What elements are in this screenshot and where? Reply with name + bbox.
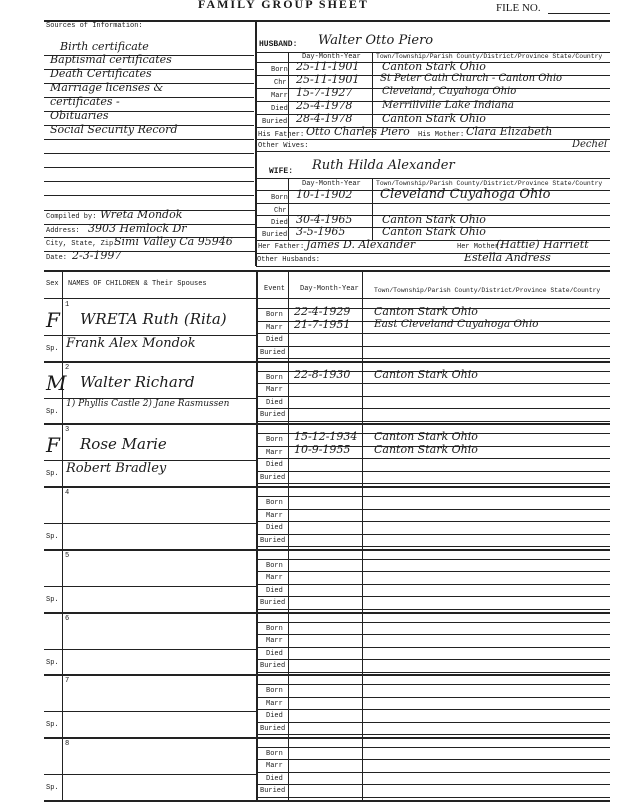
child-sex: F — [46, 433, 60, 458]
child-event-place: Canton Stark Ohio — [374, 430, 478, 444]
event-line — [256, 709, 610, 710]
source-item: Birth certificate — [60, 40, 149, 53]
source-item: certificates - — [50, 95, 120, 108]
event-date: 28-4-1978 — [296, 112, 353, 125]
event-date: 15-7-1927 — [296, 86, 353, 99]
event-date: 25-4-1978 — [296, 99, 353, 112]
event-line — [256, 483, 610, 484]
file-no-line — [548, 13, 610, 14]
his-mother-label: His Mother: — [418, 131, 465, 139]
event-line — [256, 534, 610, 535]
child-event-date: 15-12-1934 — [294, 430, 358, 444]
child-block-border — [44, 549, 610, 551]
child-event-label: Marr — [266, 511, 283, 520]
wife-name: Ruth Hilda Alexander — [312, 158, 455, 173]
event-line — [256, 609, 610, 610]
rule — [256, 253, 610, 254]
event-date: 3-5-1965 — [296, 225, 346, 238]
child-spouse: 1) Phyllis Castle 2) Jane Rasmussen — [66, 398, 230, 409]
child-block-border — [44, 486, 610, 488]
child-number: 6 — [65, 614, 70, 623]
source-line — [44, 97, 254, 98]
child-event-place: Canton Stark Ohio — [374, 442, 478, 456]
spouse-label: Sp. — [46, 658, 59, 667]
child-name: WRETA Ruth (Rita) — [80, 310, 227, 328]
child-number: 3 — [65, 426, 70, 435]
child-number: 7 — [65, 677, 70, 686]
sex-header: Sex — [46, 280, 59, 288]
event-line — [256, 333, 610, 334]
child-number: 1 — [65, 301, 70, 309]
her-mother: (Hattie) Harriett — [496, 238, 589, 251]
source-line — [44, 55, 254, 56]
child-event-label: Born — [266, 373, 283, 382]
event-place: Canton Stark Ohio — [382, 225, 486, 238]
event-line — [256, 408, 610, 409]
child-event-label: Buried — [260, 724, 286, 733]
dmy-header: Day-Month-Year — [300, 285, 359, 293]
his-mother: Clara Elizabeth — [466, 125, 553, 138]
event-place: Cleveland, Cuyahoga Ohio — [382, 86, 517, 97]
event-place: Canton Stark Ohio — [382, 60, 486, 73]
event-label: Buried — [262, 118, 288, 126]
event-line — [256, 358, 610, 359]
event-line — [256, 571, 610, 572]
event-place: Canton Stark Ohio — [382, 213, 486, 226]
rule — [256, 203, 610, 204]
event-line — [256, 759, 610, 760]
event-place: Cleveland Cuyahoga Ohio — [380, 187, 551, 202]
rule — [256, 139, 610, 140]
rule — [256, 151, 610, 152]
event-line — [256, 747, 610, 748]
event-date: 25-11-1901 — [296, 60, 360, 73]
rule — [288, 52, 289, 138]
event-line — [256, 371, 610, 372]
child-sex: M — [46, 370, 67, 395]
child-number: 2 — [65, 363, 70, 372]
child-event-label: Marr — [266, 762, 283, 771]
event-label: Chr — [274, 207, 287, 215]
her-mother-cont: Estella Andress — [464, 251, 551, 264]
child-event-label: Buried — [260, 536, 286, 545]
event-line — [256, 421, 610, 422]
source-line — [44, 153, 254, 154]
rule — [362, 270, 363, 800]
child-name: Walter Richard — [80, 372, 195, 391]
event-label: Died — [271, 105, 288, 113]
other-husbands-label: Other Husbands: — [257, 256, 321, 264]
sources-label: Sources of Information: — [46, 22, 143, 30]
compiled-by: Wreta Mondok — [100, 208, 183, 221]
spouse-line — [44, 523, 256, 524]
event-line — [256, 496, 610, 497]
his-father: Otto Charles Piero — [306, 125, 410, 138]
child-spouse: Robert Bradley — [66, 461, 167, 477]
child-event-date: 22-8-1930 — [294, 367, 351, 381]
event-date: 25-11-1901 — [296, 73, 360, 86]
his-father-label: His Father: — [258, 131, 305, 139]
spouse-line — [44, 649, 256, 650]
husband-name: Walter Otto Piero — [318, 33, 434, 48]
spouse-label: Sp. — [46, 470, 59, 479]
child-event-label: Born — [266, 687, 283, 696]
address-label: Address: — [46, 227, 80, 235]
spouse-line — [44, 711, 256, 712]
file-no-label: FILE NO. — [496, 2, 541, 14]
rule — [62, 270, 63, 800]
event-line — [256, 396, 610, 397]
child-event-label: Died — [266, 649, 283, 658]
city-label: City, State, Zip: — [46, 240, 118, 248]
wife-label: WIFE: — [269, 167, 294, 176]
source-item: Marriage licenses & — [50, 81, 164, 94]
spouse-label: Sp. — [46, 721, 59, 730]
his-mother-cont: Dechel — [572, 139, 608, 150]
source-item: Death Certificates — [50, 67, 152, 80]
column-header-date: Day-Month-Year — [302, 53, 361, 61]
column-header-date: Day-Month-Year — [302, 180, 361, 188]
spouse-label: Sp. — [46, 345, 59, 353]
child-event-label: Marr — [266, 637, 283, 645]
event-line — [256, 797, 610, 798]
source-line — [44, 125, 254, 126]
event-place: Canton Stark Ohio — [382, 112, 486, 125]
rule — [288, 270, 289, 800]
child-event-label: Born — [266, 749, 283, 758]
spouse-label: Sp. — [46, 533, 59, 542]
child-event-label: Buried — [260, 787, 286, 796]
child-number: 5 — [65, 551, 70, 560]
event-label: Died — [271, 219, 288, 227]
child-event-label: Buried — [260, 662, 286, 670]
child-block-border — [44, 361, 610, 363]
child-number: 8 — [65, 739, 70, 748]
child-event-date: 21-7-1951 — [294, 317, 351, 331]
child-event-label: Buried — [260, 599, 286, 608]
her-father-label: Her Father: — [258, 243, 305, 251]
event-line — [256, 433, 610, 434]
names-header: NAMES OF CHILDREN & Their Spouses — [68, 280, 207, 288]
child-name: Rose Marie — [80, 435, 167, 454]
source-line — [44, 111, 254, 112]
child-spouse: Frank Alex Mondok — [66, 336, 196, 351]
child-event-label: Born — [266, 499, 283, 508]
her-father: James D. Alexander — [306, 238, 416, 251]
event-date: 10-1-1902 — [296, 188, 353, 201]
source-line — [44, 139, 254, 140]
date-label: Date: — [46, 254, 68, 262]
address: 3903 Hemlock Dr — [88, 222, 187, 235]
event-line — [256, 346, 610, 347]
column-header-place: Town/Township/Parish County/District/Province State/Country — [376, 180, 603, 187]
child-block-border — [44, 674, 610, 676]
husband-label: HUSBAND: — [259, 40, 298, 49]
child-event-label: Buried — [260, 411, 286, 420]
source-item: Obituaries — [50, 109, 109, 122]
child-event-label: Born — [266, 311, 283, 319]
event-line — [256, 383, 610, 384]
page-title: FAMILY GROUP SHEET — [198, 0, 369, 11]
child-event-label: Died — [266, 398, 283, 407]
event-label: Marr — [271, 92, 288, 100]
event-line — [256, 659, 610, 660]
source-line — [44, 195, 254, 196]
child-event-label: Died — [266, 336, 283, 344]
event-label: Chr — [274, 79, 287, 87]
source-line — [44, 167, 254, 168]
event-line — [256, 471, 610, 472]
spouse-line — [44, 774, 256, 775]
child-event-label: Marr — [266, 574, 283, 583]
child-event-label: Marr — [266, 323, 283, 332]
event-label: Buried — [262, 231, 288, 239]
source-line — [44, 69, 254, 70]
her-mother-label: Her Mother: — [457, 243, 504, 251]
event-line — [256, 634, 610, 635]
event-place: St Peter Cath Church - Canton Ohio — [380, 73, 563, 84]
child-event-label: Marr — [266, 448, 283, 457]
spouse-label: Sp. — [46, 783, 59, 792]
source-line — [44, 181, 254, 182]
source-item: Baptismal certificates — [50, 53, 172, 66]
rule — [288, 178, 289, 240]
rule — [256, 266, 610, 267]
child-event-label: Marr — [266, 699, 283, 708]
event-place: Merrillville Lake Indiana — [382, 99, 515, 111]
rule — [372, 178, 373, 240]
event-line — [256, 308, 610, 309]
column-header-place: Town/Township/Parish County/District/Province State/Country — [376, 53, 603, 60]
event-line — [256, 684, 610, 685]
event-line — [256, 697, 610, 698]
child-event-label: Buried — [260, 473, 286, 482]
rule — [44, 298, 610, 299]
child-event-label: Died — [266, 461, 283, 470]
place-header: Town/Township/Parish County/District/Province State/Country — [374, 287, 601, 294]
spouse-label: Sp. — [46, 407, 59, 416]
child-event-place: Canton Stark Ohio — [374, 305, 478, 318]
other-wives-label: Other Wives: — [258, 142, 309, 150]
child-event-date: 22-4-1929 — [294, 305, 351, 318]
event-line — [256, 647, 610, 648]
source-line — [44, 83, 254, 84]
child-block-border — [44, 423, 610, 425]
child-event-label: Died — [266, 774, 283, 783]
event-label: Born — [271, 66, 288, 74]
left-right-divider — [255, 20, 257, 266]
event-line — [256, 672, 610, 673]
city: Simi Valley Ca 95946 — [114, 235, 233, 248]
child-event-label: Born — [266, 561, 283, 570]
rule — [256, 270, 258, 800]
spouse-label: Sp. — [46, 595, 59, 604]
child-event-label: Born — [266, 436, 283, 445]
event-line — [256, 734, 610, 735]
event-line — [256, 596, 610, 597]
event-line — [256, 622, 610, 623]
child-event-label: Died — [266, 586, 283, 595]
event-line — [256, 559, 610, 560]
child-event-label: Marr — [266, 386, 283, 395]
child-event-place: Canton Stark Ohio — [374, 367, 478, 381]
compiled-date: 2-3-1997 — [72, 249, 122, 262]
child-block-border — [44, 612, 610, 614]
event-line — [256, 784, 610, 785]
event-line — [256, 546, 610, 547]
rule — [256, 178, 610, 179]
children-top-border — [44, 270, 610, 272]
child-block-border — [44, 737, 610, 739]
event-line — [256, 458, 610, 459]
event-label: Born — [271, 194, 288, 202]
child-event-label: Died — [266, 524, 283, 533]
event-line — [256, 509, 610, 510]
event-line — [256, 772, 610, 773]
child-event-place: East Cleveland Cuyahoga Ohio — [374, 317, 539, 330]
event-date: 30-4-1965 — [296, 213, 353, 226]
child-sex: F — [46, 308, 60, 332]
event-header: Event — [264, 285, 286, 293]
event-line — [256, 584, 610, 585]
spouse-line — [44, 586, 256, 587]
source-item: Social Security Record — [50, 123, 178, 136]
child-event-date: 10-9-1955 — [294, 442, 351, 456]
child-event-label: Born — [266, 624, 283, 633]
child-event-label: Died — [266, 712, 283, 721]
compiled-by-label: Compiled by: — [46, 213, 97, 221]
event-line — [256, 521, 610, 522]
child-number: 4 — [65, 489, 70, 498]
child-event-label: Buried — [260, 348, 286, 357]
event-line — [256, 722, 610, 723]
